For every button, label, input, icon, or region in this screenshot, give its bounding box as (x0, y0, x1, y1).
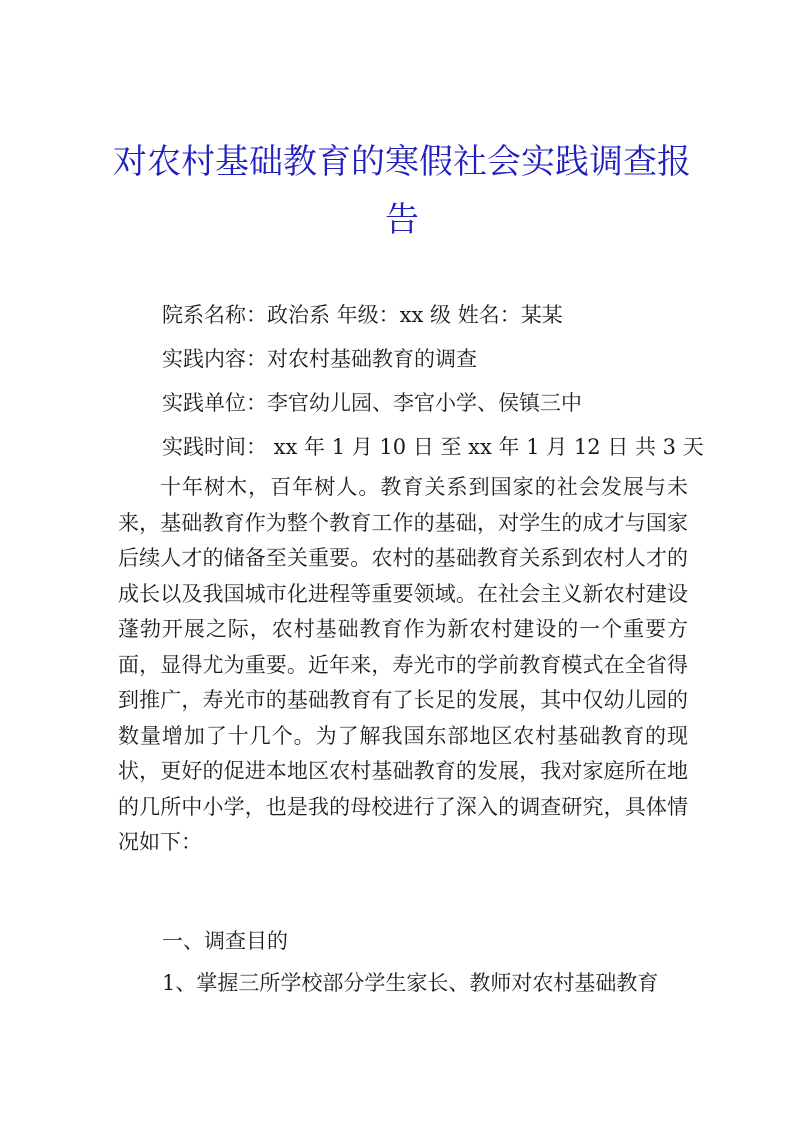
list-item: 1、掌握三所学校部分学生家长、教师对农村基础教育 (162, 971, 659, 995)
intro-paragraph: 十年树木，百年树人。教育关系到国家的社会发展与未来，基础教育作为整个教育工作的基础，对学生的成才与国家后续人才的储备至关重要。农村的基础教育关系到农村人才的成长以及我国城市化进程等重要领域。在社会主义新农村建设蓬勃开展之际，农村基础教育作为新农村建设的一个重要方面，显得尤为重要。近年来，寿光市的学前教育模式在全省得到推广，寿光市的基础教育有了长足的发展，其中仅幼儿园的数量增加了十几个。为了解我国东部地区农村基础教育的现状，更好的促进本地区农村基础教育的发展，我对家庭所在地的几所中小学，也是我的母校进行了深入的调查研究，具体情况如下： (118, 475, 688, 854)
meta-unit-line: 实践单位：李官幼儿园、李官小学、侯镇三中 (162, 391, 582, 415)
meta-department-line: 院系名称：政治系 年级：xx 级 姓名：某某 (162, 303, 563, 327)
meta-content-line: 实践内容：对农村基础教育的调查 (162, 347, 477, 371)
report-meta (162, 293, 722, 469)
meta-time-line: 实践时间： xx 年 1 月 10 日 至 xx 年 1 月 12 日 共 3 天 (162, 435, 704, 459)
section-heading: 一、调查目的 (162, 929, 288, 953)
document-title: 对农村基础教育的寒假社会实践调查报告 (113, 142, 691, 240)
body-text (118, 470, 688, 861)
